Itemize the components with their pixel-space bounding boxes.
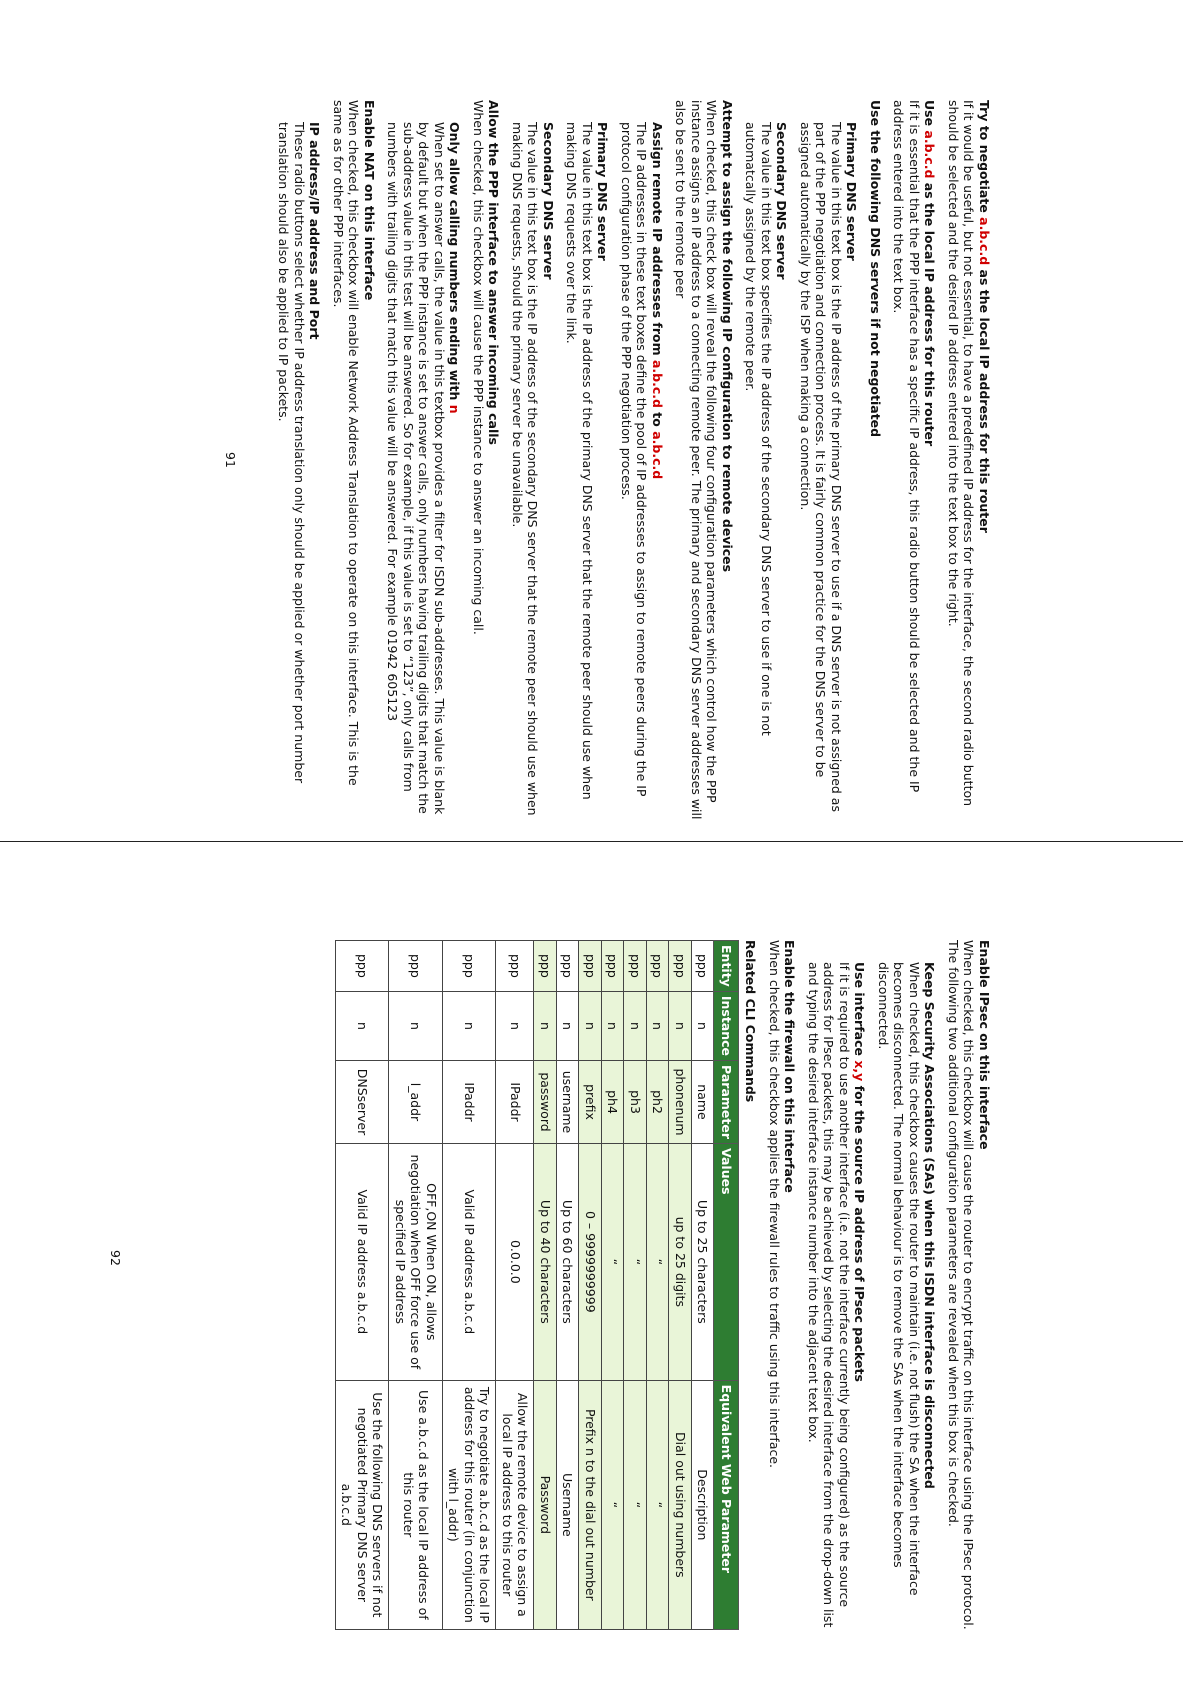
table-cell: n [647,991,670,1060]
body-paragraph: When checked, this checkbox will cause the PPP instance to answer an incoming call. [471,100,486,635]
table-row [389,941,443,1630]
table-cell: Up to 60 characters [557,1144,580,1381]
table-cell: Dial out using numbers [669,1380,692,1629]
table-row [579,941,602,1630]
body-paragraph: When set to answer calls, the value in this textbox provides a filter for ISDN sub-addresses. This value is blank by default but when the PPP instance is set to answer calls, only numbers having trailing digits that match the sub-address value in this test will be answered. So for example, if this value is set to “123”, only calls from numbers with trailing digits that match this value will be answered. For example 01942 605123 [385,122,447,815]
table-cell: Username [557,1380,580,1629]
table-cell: ppp [496,941,534,992]
table-cell: ppp [579,941,602,992]
table-cell: ppp [534,941,557,992]
table-cell: DNSserver [336,1061,390,1144]
table-cell: ppp [602,941,625,992]
text-span: as the local IP address for this router [922,178,938,447]
page-number-92: 92 [108,1250,123,1266]
body-paragraph: When checked, this check box will reveal the following four configuration parameters which control how the PPP instance assigns an IP address to a connecting remote peer. The primary and secondary DNS server addresses will also be sent to the remote peer [673,100,720,820]
text-span: as the local IP address for this router [977,265,992,533]
body-paragraph: When checked, this checkbox applies the firewall rules to traffic using this interface. [767,940,782,1469]
body-paragraph: When checked, this checkbox will enable Network Address Translation to operate on this interface. This is the same as for other PPP interfaces. [331,100,362,786]
table-cell: ph2 [647,1061,670,1144]
table-cell: Use a.b.c.d as the local IP address of this router [389,1380,443,1629]
table-row [669,941,692,1630]
table-cell: Use the following DNS servers if not negotiated Primary DNS server a.b.c.d [336,1380,390,1629]
text-span: Try to negotiate [977,100,992,218]
table-row [624,941,647,1630]
section-heading: Use the following DNS servers if not negotiated [868,100,883,438]
table-cell: n [389,991,443,1060]
table-cell: n [579,991,602,1060]
page-91-content [276,100,992,820]
body-paragraph: The value in this text box is the IP address of the secondary DNS server that the remote peer should use when making DNS requests, should the primary server be unavailable. [510,122,541,816]
section-heading [977,100,993,820]
table-cell: “ [647,1380,670,1629]
text-span: Use [922,100,938,131]
sub-heading [650,122,666,820]
column-header: Entity [714,941,739,992]
text-span: for the source IP address of IPsec packets [852,1081,868,1382]
table-cell: ppp [336,941,390,992]
body-paragraph: When checked, this checkbox will cause the router to encrypt traffic on this interface using the IPsec protocol. The following two additional configuration parameters are revealed when this box is checked. [946,940,977,1630]
text-span: Only allow calling numbers ending with [447,122,463,405]
body-paragraph: If it is essential that the PPP interface has a specific IP address, this radio button should be selected and the IP address entered into the text box. [891,100,922,793]
table-cell: prefix [579,1061,602,1144]
table-row [496,941,534,1630]
cli-commands-table [335,940,739,1630]
table-cell: “ [602,1380,625,1629]
section-heading: Enable the firewall on this interface [782,940,798,1193]
table-cell: phonenum [669,1061,692,1144]
table-cell: Valid IP address a.b.c.d [336,1144,390,1381]
table-cell: n [496,991,534,1060]
sub-heading: Keep Security Associations (SAs) when this ISDN interface is disconnected [922,962,938,1489]
page-number: 91 [223,452,238,468]
sub-heading: IP address/IP address and Port [307,122,323,340]
section-heading [922,100,938,820]
table-cell: ppp [647,941,670,992]
table-cell: l_addr [389,1061,443,1144]
highlight-text: a.b.c.d [650,359,665,408]
table-row [534,941,557,1630]
table-cell: ppp [624,941,647,992]
table-cell: Allow the remote device to assign a local IP address to this router [496,1380,534,1629]
table-cell: OFF,ON When ON, allows negotiation when OFF force use of specified IP address [389,1144,443,1381]
body-paragraph: The IP addresses in these text boxes define the pool of IP addresses to assign to remote peers during the IP protocol configuration phase of the PPP negotiation process. [619,122,650,797]
section-heading: Related CLI Commands [743,940,759,1103]
body-paragraph: When checked, this checkbox causes the router to maintain (i.e. not flush) the SA when the interface becomes disconnected. The normal behaviour is to remove the SAs when the interface becomes disconnected. [876,962,922,1596]
section-heading: Enable IPsec on this interface [977,940,992,1150]
highlight-text: a.b.c.d [650,431,665,480]
text-span: to [650,407,665,432]
table-cell: n [534,991,557,1060]
body-paragraph: These radio buttons select whether IP address translation only should be applied or whether port number translation should also be applied to IP packets. [276,122,307,784]
sub-heading: Primary DNS server [844,122,860,261]
page-91 [210,100,1000,820]
table-cell: n [692,991,715,1060]
table-cell: ppp [389,941,443,992]
table-row [692,941,715,1630]
table-cell: IPaddr [443,1061,497,1144]
table-cell: 0.0.0.0 [496,1144,534,1381]
table-cell: 0 – 9999999999 [579,1144,602,1381]
table-cell: n [624,991,647,1060]
section-heading: Enable NAT on this interface [362,100,377,301]
sub-heading [852,962,868,1650]
table-cell: n [602,991,625,1060]
sub-heading: Primary DNS server [595,122,611,261]
table-header-row [714,941,739,1630]
body-paragraph: If it is required to use another interface (i.e. not the interface currently being configured) as the source address for IPsec packets, this may be achieved by selecting the desired interface from the drop-down list and typing the desired interface instance number into the adjacent text box. [806,962,852,1628]
body-paragraph: The value in this text box is the IP address of the primary DNS server to use if a DNS server is not assigned as part of the PPP negotiation and connection process. It is fairly common practice for the DNS server to be assigned automatically by the ISP when making a connection. [798,122,844,812]
column-header: Instance [714,991,739,1060]
table-cell: ppp [692,941,715,992]
table-cell: ph3 [624,1061,647,1144]
table-cell: Try to negotiate a.b.c.d as the local IP address for this router (in conjunction with l_addr) [443,1380,497,1629]
table-cell: IPaddr [496,1061,534,1144]
highlight-text: n [447,404,463,414]
table-cell: “ [647,1144,670,1381]
highlight-text: a.b.c.d [922,130,938,179]
table-cell: ph4 [602,1061,625,1144]
table-cell: n [669,991,692,1060]
section-heading: Attempt to assign the following IP configuration to remote devices [720,100,735,573]
table-cell: n [443,991,497,1060]
table-cell: ppp [557,941,580,992]
table-cell: username [557,1061,580,1144]
page-divider [0,841,1183,842]
text-span: Assign remote IP addresses from [650,122,665,360]
section-heading: Allow the PPP interface to answer incoming calls [486,100,502,445]
text-span: Use interface [852,962,868,1061]
table-cell: up to 25 digits [669,1144,692,1381]
column-header: Values [714,1144,739,1381]
table-cell: password [534,1061,557,1144]
table-row [557,941,580,1630]
highlight-text: a.b.c.d [977,217,992,266]
table-cell: “ [602,1144,625,1381]
table-cell: Valid IP address a.b.c.d [443,1144,497,1381]
table-cell: Up to 40 characters [534,1144,557,1381]
table-cell: Up to 25 characters [692,1144,715,1381]
table-cell: “ [624,1144,647,1381]
page-92 [170,940,1000,1650]
table-cell: name [692,1061,715,1144]
table-row [602,941,625,1630]
table-row [647,941,670,1630]
table-cell: Password [534,1380,557,1629]
highlight-text: x,y [852,1060,868,1082]
page-92-content [743,940,992,1650]
table-cell: n [336,991,390,1060]
column-header: Equivalent Web Parameter [714,1380,739,1629]
body-paragraph: The value in this text box is the IP address of the primary DNS server that the remote peer should use when making DNS requests over the link. [564,122,595,800]
table-cell: ppp [669,941,692,992]
table-cell: “ [624,1380,647,1629]
sub-heading [447,122,463,820]
table-cell: Description [692,1380,715,1629]
sub-heading: Secondary DNS server [541,122,556,280]
table-body [336,941,715,1630]
sub-heading: Secondary DNS server [774,122,790,280]
table-cell: ppp [443,941,497,992]
body-paragraph: If it would be useful, but not essential, to have a predefined IP address for the interface, the second radio button should be selected and the desired IP address entered into the text box to the right. [946,100,977,807]
column-header: Parameter [714,1061,739,1144]
table-cell: Prefix n to the dial out number [579,1380,602,1629]
body-paragraph: The value in this text box specifies the IP address of the secondary DNS server to use if one is not automatcally assigned by the remote peer. [743,122,774,736]
table-row [336,941,390,1630]
table-row [443,941,497,1630]
table-cell: n [557,991,580,1060]
